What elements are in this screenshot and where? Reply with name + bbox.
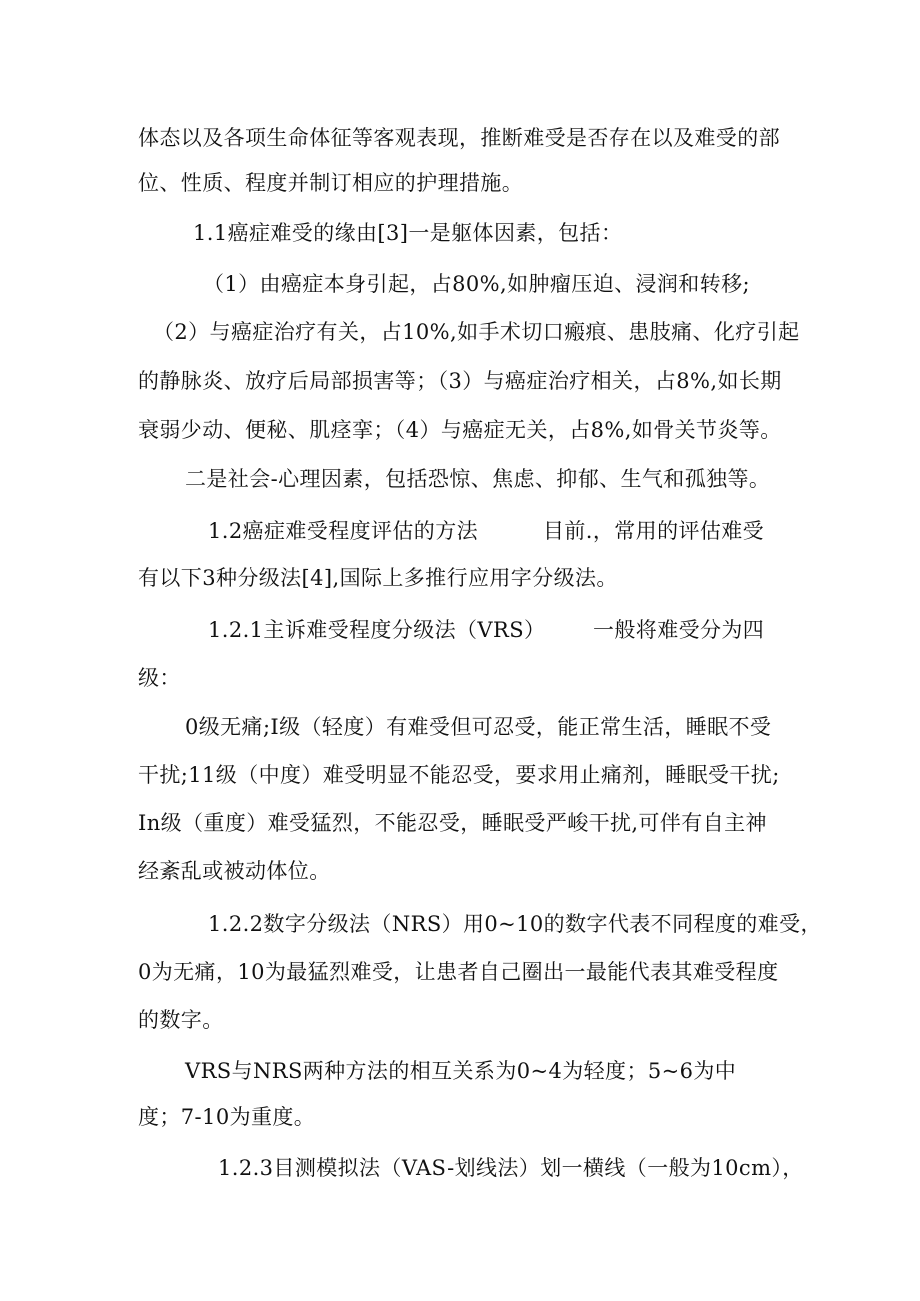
text-line-20: VRS与NRS两种方法的相互关系为0~4为轻度；5~6为中: [185, 1059, 737, 1083]
text-line-8: 二是社会-心理因素，包括恐惊、焦虑、抑郁、生气和孤独等。: [185, 467, 771, 491]
text-line-19: 的数字。: [138, 1008, 224, 1032]
text-line-21: 度；7-10为重度。: [138, 1105, 316, 1129]
text-line-13: 0级无痛;I级（轻度）有难受但可忍受，能正常生活，睡眠不受: [185, 715, 772, 739]
text-line-2: 位、性质、程度并制订相应的护理措施。: [138, 171, 524, 195]
text-line-9b: 目前.，常用的评估难受: [543, 519, 765, 543]
text-line-11b: 一般将难受分为四: [593, 618, 765, 642]
text-line-5: （2）与癌症治疗有关，占10%,如手术切口瘢痕、患肢痛、化疗引起: [153, 320, 800, 344]
text-line-15: In级（重度）难受猛烈，不能忍受，睡眠受严峻干扰,可伴有自主神: [138, 811, 767, 835]
text-line-4: （1）由癌症本身引起，占80%,如肿瘤压迫、浸润和转移;: [203, 272, 750, 296]
text-line-18: 0为无痛，10为最猛烈难受，让患者自己圈出一最能代表其难受程度: [138, 960, 779, 984]
section-heading-1-2-1: 1.2.1主诉难受程度分级法（VRS）: [208, 618, 546, 642]
text-line-14: 干扰;11级（中度）难受明显不能忍受，要求用止痛剂，睡眠受干扰;: [138, 763, 780, 787]
text-line-1: 体态以及各项生命体征等客观表现，推断难受是否存在以及难受的部: [138, 126, 780, 150]
section-heading-1-2-3: 1.2.3目测模拟法（VAS-划线法）划一横线（一般为10cm），: [218, 1156, 804, 1180]
text-line-12: 级：: [138, 666, 181, 690]
text-line-10: 有以下3种分级法[4],国际上多推行应用字分级法。: [138, 566, 618, 590]
text-line-7: 衰弱少动、便秘、肌痉挛；（4）与癌症无关，占8%,如骨关节炎等。: [138, 418, 782, 442]
section-heading-1-1: 1.1癌症难受的缘由[3]一是躯体因素，包括：: [193, 221, 623, 245]
text-line-16: 经紊乱或被动体位。: [138, 859, 331, 883]
section-heading-1-2-2: 1.2.2数字分级法（NRS）用0~10的数字代表不同程度的难受，: [208, 912, 822, 936]
text-line-6: 的静脉炎、放疗后局部损害等；（3）与癌症治疗相关，占8%,如长期: [138, 369, 782, 393]
section-heading-1-2: 1.2癌症难受程度评估的方法: [208, 519, 478, 543]
